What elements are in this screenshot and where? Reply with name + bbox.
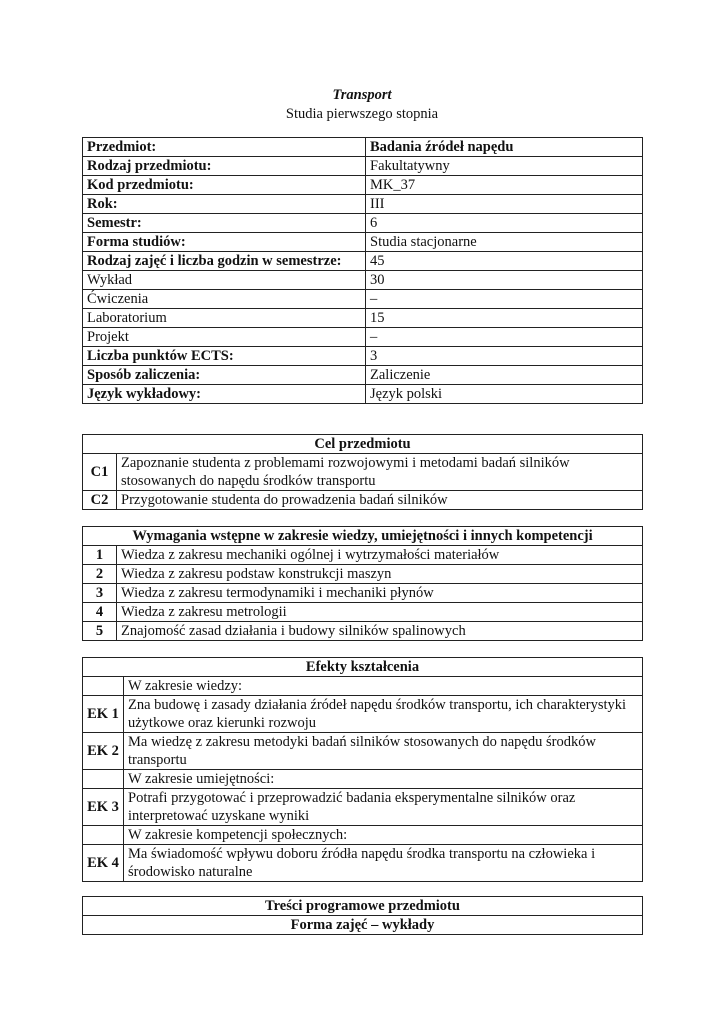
info-row <box>83 157 643 176</box>
info-label: Ćwiczenia <box>83 290 366 309</box>
info-label: Przedmiot: <box>83 138 366 157</box>
info-value: Język polski <box>366 385 643 404</box>
program-subtitle: Forma zajęć – wykłady <box>83 916 643 935</box>
table-row <box>83 733 643 770</box>
table-row <box>83 770 643 789</box>
info-row <box>83 366 643 385</box>
prerequisite-text: Wiedza z zakresu metrologii <box>117 603 643 622</box>
table-row <box>83 603 643 622</box>
table-row <box>83 826 643 845</box>
outcomes-title: Efekty kształcenia <box>83 658 643 677</box>
prerequisite-number: 1 <box>83 546 117 565</box>
info-label: Laboratorium <box>83 309 366 328</box>
objective-text: Zapoznanie studenta z problemami rozwojowymi i metodami badań silników stosowanych do napędu środków transportu <box>117 454 643 491</box>
info-row <box>83 252 643 271</box>
outcome-code <box>83 826 124 845</box>
prerequisite-text: Wiedza z zakresu termodynamiki i mechaniki płynów <box>117 584 643 603</box>
prerequisite-number: 4 <box>83 603 117 622</box>
objective-code: C1 <box>83 454 117 491</box>
prerequisite-number: 5 <box>83 622 117 641</box>
info-value: Studia stacjonarne <box>366 233 643 252</box>
info-label: Forma studiów: <box>83 233 366 252</box>
objective-code: C2 <box>83 491 117 510</box>
info-label: Rodzaj przedmiotu: <box>83 157 366 176</box>
learning-outcomes-table <box>82 657 643 882</box>
info-value: 45 <box>366 252 643 271</box>
info-row <box>83 176 643 195</box>
info-row <box>83 233 643 252</box>
outcome-text: W zakresie kompetencji społecznych: <box>124 826 643 845</box>
info-label: Liczba punktów ECTS: <box>83 347 366 366</box>
table-row <box>83 565 643 584</box>
table-row <box>83 584 643 603</box>
info-value: – <box>366 328 643 347</box>
table-row <box>83 454 643 491</box>
table-row <box>83 789 643 826</box>
info-row <box>83 195 643 214</box>
info-row <box>83 290 643 309</box>
prerequisite-text: Znajomość zasad działania i budowy silników spalinowych <box>117 622 643 641</box>
objectives-title: Cel przedmiotu <box>83 435 643 454</box>
course-info-table <box>82 137 643 404</box>
outcome-code: EK 2 <box>83 733 124 770</box>
info-label: Rok: <box>83 195 366 214</box>
info-value: III <box>366 195 643 214</box>
info-value: Fakultatywny <box>366 157 643 176</box>
info-value: 6 <box>366 214 643 233</box>
course-objectives-table <box>82 434 643 510</box>
table-row <box>83 622 643 641</box>
outcome-code <box>83 770 124 789</box>
info-value: Zaliczenie <box>366 366 643 385</box>
info-label: Wykład <box>83 271 366 290</box>
info-label: Kod przedmiotu: <box>83 176 366 195</box>
info-row <box>83 214 643 233</box>
info-label: Język wykładowy: <box>83 385 366 404</box>
table-row <box>83 546 643 565</box>
table-row <box>83 696 643 733</box>
outcome-text: Zna budowę i zasady działania źródeł napędu środków transportu, ich charakterystyki użytkowe oraz kierunki rozwoju <box>124 696 643 733</box>
table-row <box>83 845 643 882</box>
outcome-text: Ma wiedzę z zakresu metodyki badań silników stosowanych do napędu środków transportu <box>124 733 643 770</box>
info-row <box>83 328 643 347</box>
info-row <box>83 309 643 328</box>
program-title: Treści programowe przedmiotu <box>83 897 643 916</box>
outcome-text: Ma świadomość wpływu doboru źródła napędu środka transportu na człowieka i środowisko naturalne <box>124 845 643 882</box>
field-of-study: Transport <box>332 87 392 103</box>
outcome-code: EK 3 <box>83 789 124 826</box>
info-value: MK_37 <box>366 176 643 195</box>
prerequisites-table <box>82 526 643 641</box>
outcome-text: Potrafi przygotować i przeprowadzić badania eksperymentalne silników oraz interpretować uzyskane wyniki <box>124 789 643 826</box>
prerequisite-text: Wiedza z zakresu podstaw konstrukcji maszyn <box>117 565 643 584</box>
program-content-table <box>82 896 643 935</box>
objective-text: Przygotowanie studenta do prowadzenia badań silników <box>117 491 643 510</box>
info-value: – <box>366 290 643 309</box>
study-level: Studia pierwszego stopnia <box>285 106 439 122</box>
outcome-text: W zakresie umiejętności: <box>124 770 643 789</box>
table-row <box>83 677 643 696</box>
info-value: Badania źródeł napędu <box>366 138 643 157</box>
info-row <box>83 138 643 157</box>
info-value: 15 <box>366 309 643 328</box>
outcome-code <box>83 677 124 696</box>
prerequisite-number: 2 <box>83 565 117 584</box>
prerequisite-number: 3 <box>83 584 117 603</box>
outcome-code: EK 4 <box>83 845 124 882</box>
info-label: Rodzaj zajęć i liczba godzin w semestrze: <box>83 252 366 271</box>
outcome-text: W zakresie wiedzy: <box>124 677 643 696</box>
info-label: Sposób zaliczenia: <box>83 366 366 385</box>
info-row <box>83 347 643 366</box>
table-row <box>83 491 643 510</box>
info-label: Semestr: <box>83 214 366 233</box>
info-row <box>83 385 643 404</box>
prerequisite-text: Wiedza z zakresu mechaniki ogólnej i wytrzymałości materiałów <box>117 546 643 565</box>
outcome-code: EK 1 <box>83 696 124 733</box>
document-title <box>0 86 724 124</box>
info-row <box>83 271 643 290</box>
info-label: Projekt <box>83 328 366 347</box>
prerequisites-title: Wymagania wstępne w zakresie wiedzy, umiejętności i innych kompetencji <box>83 527 643 546</box>
info-value: 30 <box>366 271 643 290</box>
info-value: 3 <box>366 347 643 366</box>
